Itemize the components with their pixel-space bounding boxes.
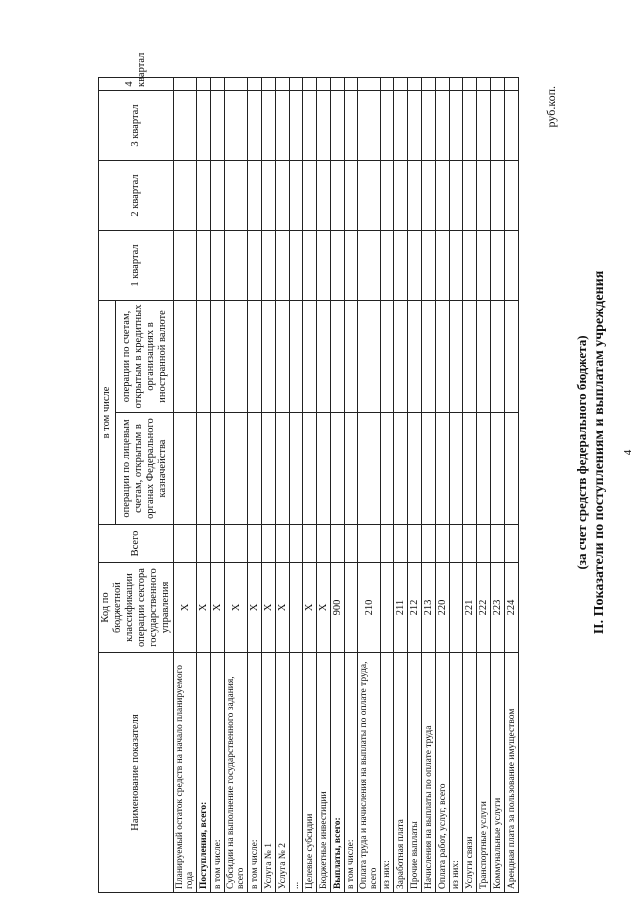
- value-cell: [211, 90, 225, 160]
- header-q2: 2 квартал: [99, 160, 174, 230]
- value-cell: [225, 77, 248, 90]
- value-cell: [262, 300, 276, 412]
- value-cell: [276, 90, 290, 160]
- row-code: 211: [394, 563, 408, 653]
- value-cell: [248, 413, 262, 525]
- value-cell: [450, 525, 463, 563]
- value-cell: [290, 300, 303, 412]
- value-cell: [422, 300, 436, 412]
- value-cell: [381, 160, 394, 230]
- value-cell: [303, 230, 317, 300]
- value-cell: [394, 300, 408, 412]
- value-cell: [358, 230, 381, 300]
- currency-unit: руб.коп.: [544, 86, 558, 128]
- value-cell: [477, 90, 491, 160]
- value-cell: [225, 160, 248, 230]
- table-row: [345, 77, 358, 892]
- row-code: [450, 563, 463, 653]
- value-cell: [394, 90, 408, 160]
- page-title: II. Показатели по поступлениям и выплатам учреждения: [592, 270, 607, 635]
- value-cell: [422, 525, 436, 563]
- table-row: [394, 77, 408, 892]
- value-cell: [491, 525, 505, 563]
- value-cell: [248, 525, 262, 563]
- table-row: [331, 77, 345, 892]
- value-cell: [331, 525, 345, 563]
- value-cell: [211, 77, 225, 90]
- value-cell: [345, 525, 358, 563]
- value-cell: [422, 160, 436, 230]
- value-cell: [477, 413, 491, 525]
- value-cell: [290, 90, 303, 160]
- value-cell: [463, 300, 477, 412]
- value-cell: [491, 230, 505, 300]
- value-cell: [505, 230, 519, 300]
- row-code: X: [276, 563, 290, 653]
- value-cell: [358, 90, 381, 160]
- value-cell: [463, 160, 477, 230]
- value-cell: [463, 77, 477, 90]
- value-cell: [394, 77, 408, 90]
- value-cell: [276, 413, 290, 525]
- row-code: X: [211, 563, 225, 653]
- row-name: из них:: [381, 653, 394, 893]
- header-federal-treasury: операции по лицевым счетам, открытым в органах Федерального казначейства: [116, 413, 174, 525]
- row-code: X: [317, 563, 331, 653]
- value-cell: [317, 300, 331, 412]
- value-cell: [317, 90, 331, 160]
- row-name: Услуга № 1: [262, 653, 276, 893]
- value-cell: [408, 90, 422, 160]
- value-cell: [358, 300, 381, 412]
- row-name: Заработная плата: [394, 653, 408, 893]
- header-q4: 4 квартал: [99, 77, 174, 90]
- value-cell: [248, 90, 262, 160]
- table-row: [211, 77, 225, 892]
- value-cell: [174, 230, 197, 300]
- value-cell: [394, 230, 408, 300]
- value-cell: [381, 90, 394, 160]
- value-cell: [290, 230, 303, 300]
- value-cell: [174, 525, 197, 563]
- row-name: Выплаты, всего:: [331, 653, 345, 893]
- value-cell: [436, 90, 450, 160]
- row-code: X: [262, 563, 276, 653]
- value-cell: [345, 77, 358, 90]
- value-cell: [197, 77, 211, 90]
- value-cell: [174, 77, 197, 90]
- row-code: 213: [422, 563, 436, 653]
- row-code: 223: [491, 563, 505, 653]
- value-cell: [505, 160, 519, 230]
- value-cell: [197, 230, 211, 300]
- value-cell: [211, 413, 225, 525]
- row-code: X: [225, 563, 248, 653]
- value-cell: [211, 525, 225, 563]
- value-cell: [317, 77, 331, 90]
- value-cell: [450, 230, 463, 300]
- header-name: Наименование показателя: [99, 653, 174, 893]
- value-cell: [303, 413, 317, 525]
- value-cell: [436, 300, 450, 412]
- table-row: [463, 77, 477, 892]
- row-name: Коммунальные услуги: [491, 653, 505, 893]
- table-row: [317, 77, 331, 892]
- row-name: Начисления на выплаты по оплате труда: [422, 653, 436, 893]
- row-code: 900: [331, 563, 345, 653]
- value-cell: [345, 90, 358, 160]
- value-cell: [450, 77, 463, 90]
- value-cell: [317, 525, 331, 563]
- value-cell: [211, 160, 225, 230]
- table-row: [290, 77, 303, 892]
- value-cell: [436, 160, 450, 230]
- row-name: Оплата труда и начисления на выплаты по оплате труда, всего: [358, 653, 381, 893]
- value-cell: [317, 413, 331, 525]
- row-name: Поступления, всего:: [197, 653, 211, 893]
- value-cell: [408, 525, 422, 563]
- value-cell: [505, 77, 519, 90]
- value-cell: [436, 230, 450, 300]
- value-cell: [358, 413, 381, 525]
- row-name: в том числе:: [211, 653, 225, 893]
- table-row: [174, 77, 197, 892]
- table-row: [408, 77, 422, 892]
- row-name: Арендная плата за пользование имуществом: [505, 653, 519, 893]
- value-cell: [422, 90, 436, 160]
- value-cell: [262, 413, 276, 525]
- row-code: X: [174, 563, 197, 653]
- header-foreign-currency: операции по счетам, открытым в кредитных организациях в иностранной валюте: [116, 300, 174, 412]
- value-cell: [225, 90, 248, 160]
- value-cell: [225, 525, 248, 563]
- value-cell: [290, 413, 303, 525]
- row-code: X: [303, 563, 317, 653]
- value-cell: [276, 525, 290, 563]
- row-name: Бюджетные инвестиции: [317, 653, 331, 893]
- value-cell: [450, 413, 463, 525]
- value-cell: [408, 300, 422, 412]
- row-name: Субсидии на выполнение государственного задания, всего: [225, 653, 248, 893]
- header-q1: 1 квартал: [99, 230, 174, 300]
- value-cell: [436, 77, 450, 90]
- value-cell: [211, 230, 225, 300]
- value-cell: [225, 413, 248, 525]
- value-cell: [248, 77, 262, 90]
- header-q3: 3 квартал: [99, 90, 174, 160]
- row-name: в том числе:: [248, 653, 262, 893]
- value-cell: [450, 160, 463, 230]
- row-name: из них:: [450, 653, 463, 893]
- value-cell: [358, 160, 381, 230]
- row-code: 220: [436, 563, 450, 653]
- row-name: Транспортные услуги: [477, 653, 491, 893]
- value-cell: [262, 90, 276, 160]
- value-cell: [408, 413, 422, 525]
- value-cell: [477, 525, 491, 563]
- table-row: [248, 77, 262, 892]
- value-cell: [463, 525, 477, 563]
- value-cell: [345, 300, 358, 412]
- value-cell: [331, 77, 345, 90]
- value-cell: [211, 300, 225, 412]
- value-cell: [262, 77, 276, 90]
- value-cell: [262, 230, 276, 300]
- table-row: [197, 77, 211, 892]
- value-cell: [381, 525, 394, 563]
- header-including: в том числе: [99, 300, 116, 524]
- value-cell: [197, 90, 211, 160]
- row-name: Планируемый остаток средств на начало планируемого года: [174, 653, 197, 893]
- value-cell: [345, 413, 358, 525]
- value-cell: [436, 413, 450, 525]
- value-cell: [290, 77, 303, 90]
- header-total: Всего: [99, 525, 174, 563]
- value-cell: [276, 230, 290, 300]
- row-name: ...: [290, 653, 303, 893]
- table-row: [436, 77, 450, 892]
- row-name: в том числе:: [345, 653, 358, 893]
- row-name: Целевые субсидии: [303, 653, 317, 893]
- value-cell: [276, 160, 290, 230]
- value-cell: [174, 300, 197, 412]
- value-cell: [197, 300, 211, 412]
- row-code: [345, 563, 358, 653]
- value-cell: [317, 230, 331, 300]
- row-code: 210: [358, 563, 381, 653]
- value-cell: [303, 77, 317, 90]
- row-code: X: [197, 563, 211, 653]
- value-cell: [450, 90, 463, 160]
- value-cell: [358, 77, 381, 90]
- table-row: [225, 77, 248, 892]
- value-cell: [505, 300, 519, 412]
- page-number: 4: [622, 449, 634, 456]
- value-cell: [331, 160, 345, 230]
- value-cell: [248, 230, 262, 300]
- row-name: Услуги связи: [463, 653, 477, 893]
- value-cell: [491, 300, 505, 412]
- value-cell: [422, 230, 436, 300]
- value-cell: [505, 525, 519, 563]
- value-cell: [262, 160, 276, 230]
- table-row: [422, 77, 436, 892]
- value-cell: [491, 413, 505, 525]
- indicators-table: [98, 52, 519, 893]
- value-cell: [303, 160, 317, 230]
- value-cell: [381, 230, 394, 300]
- table-row: [505, 77, 519, 892]
- value-cell: [394, 413, 408, 525]
- row-code: X: [248, 563, 262, 653]
- row-name: Услуга № 2: [276, 653, 290, 893]
- value-cell: [174, 160, 197, 230]
- value-cell: [317, 160, 331, 230]
- row-code: 222: [477, 563, 491, 653]
- value-cell: [174, 413, 197, 525]
- value-cell: [225, 300, 248, 412]
- value-cell: [303, 300, 317, 412]
- value-cell: [303, 525, 317, 563]
- row-name: Прочие выплаты: [408, 653, 422, 893]
- value-cell: [422, 413, 436, 525]
- value-cell: [381, 77, 394, 90]
- table-row: [381, 77, 394, 892]
- value-cell: [225, 230, 248, 300]
- header-code: Код по бюджетной классификации операции сектора государственного управления: [99, 563, 174, 653]
- value-cell: [408, 77, 422, 90]
- value-cell: [463, 90, 477, 160]
- table-row: [276, 77, 290, 892]
- value-cell: [197, 160, 211, 230]
- value-cell: [436, 525, 450, 563]
- value-cell: [463, 230, 477, 300]
- table-row: [477, 77, 491, 892]
- value-cell: [358, 525, 381, 563]
- value-cell: [477, 77, 491, 90]
- value-cell: [450, 300, 463, 412]
- value-cell: [331, 413, 345, 525]
- value-cell: [262, 525, 276, 563]
- table-row: [303, 77, 317, 892]
- table-body: [174, 77, 519, 892]
- table-row: [491, 77, 505, 892]
- value-cell: [345, 160, 358, 230]
- row-code: 224: [505, 563, 519, 653]
- value-cell: [303, 90, 317, 160]
- value-cell: [174, 90, 197, 160]
- value-cell: [422, 77, 436, 90]
- value-cell: [248, 160, 262, 230]
- value-cell: [463, 413, 477, 525]
- row-code: 221: [463, 563, 477, 653]
- value-cell: [197, 525, 211, 563]
- row-code: 212: [408, 563, 422, 653]
- value-cell: [394, 160, 408, 230]
- row-name: Оплата работ, услуг, всего: [436, 653, 450, 893]
- row-code: [381, 563, 394, 653]
- value-cell: [477, 300, 491, 412]
- value-cell: [505, 90, 519, 160]
- value-cell: [345, 230, 358, 300]
- value-cell: [331, 300, 345, 412]
- value-cell: [491, 90, 505, 160]
- table-row: [358, 77, 381, 892]
- value-cell: [381, 413, 394, 525]
- page-subtitle: (за счет средств федерального бюджета): [574, 335, 589, 570]
- value-cell: [331, 90, 345, 160]
- value-cell: [248, 300, 262, 412]
- value-cell: [276, 300, 290, 412]
- value-cell: [290, 160, 303, 230]
- value-cell: [381, 300, 394, 412]
- value-cell: [276, 77, 290, 90]
- value-cell: [477, 160, 491, 230]
- table-row: [450, 77, 463, 892]
- table-row: [262, 77, 276, 892]
- value-cell: [197, 413, 211, 525]
- value-cell: [331, 230, 345, 300]
- value-cell: [477, 230, 491, 300]
- row-code: [290, 563, 303, 653]
- value-cell: [505, 413, 519, 525]
- value-cell: [408, 230, 422, 300]
- value-cell: [290, 525, 303, 563]
- value-cell: [491, 160, 505, 230]
- value-cell: [408, 160, 422, 230]
- value-cell: [491, 77, 505, 90]
- value-cell: [394, 525, 408, 563]
